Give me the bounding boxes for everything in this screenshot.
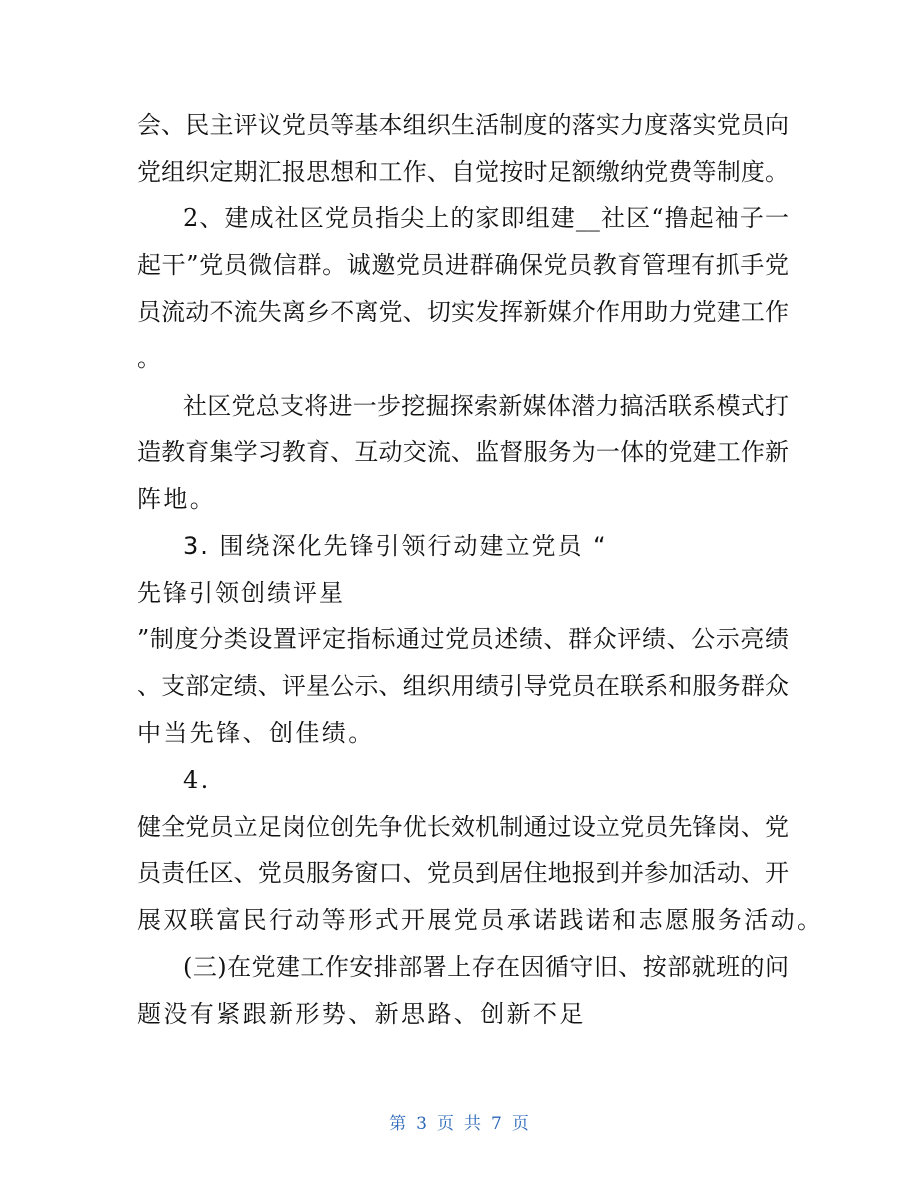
footer-total-prefix: 共 [464,1114,483,1134]
text-line: 、支部定绩、评星公示、组织用绩引导党员在联系和服务群众 [137,672,789,700]
footer-prefix: 第 [389,1114,409,1134]
text-line: 展双联富民行动等形式开展党员承诺践诺和志愿服务活动。 [137,906,824,934]
text-line: 4. [183,766,211,794]
footer-total-pages: 7 [491,1114,504,1134]
text-line: 中当先锋、创佳绩。 [137,719,375,747]
text-line: 会、民主评议党员等基本组织生活制度的落实力度落实党员向 [137,111,789,139]
text-line: 起干”党员微信群。诚邀党员进群确保党员教育管理有抓手党 [137,251,789,279]
text-line: 健全党员立足岗位创先争优长效机制通过设立党员先锋岗、党 [137,813,789,841]
text-line: 。 [137,344,164,372]
text-line: 题没有紧跟新形势、新思路、创新不足 [137,1000,586,1028]
text-line: 阵地。 [137,485,217,513]
page-footer [0,1112,920,1136]
text-line: 社区党总支将进一步挖掘探索新媒体潜力搞活联系模式打 [183,392,789,420]
text-line: 造教育集学习教育、互动交流、监督服务为一体的党建工作新 [137,438,789,466]
footer-page-unit: 页 [437,1114,456,1134]
text-line: 2、建成社区党员指尖上的家即组建__社区“撸起袖子一 [183,204,789,232]
text-line: 员责任区、党员服务窗口、党员到居住地报到并参加活动、开 [137,859,789,887]
footer-total-unit: 页 [511,1114,531,1134]
text-line: 先锋引领创绩评星 [137,579,345,607]
text-line: 3. 围绕深化先锋引领行动建立党员 “ [183,532,608,560]
text-line: (三)在党建工作安排部署上存在因循守旧、按部就班的问 [183,953,789,981]
text-line: 党组织定期汇报思想和工作、自觉按时足额缴纳党费等制度。 [137,158,789,186]
footer-current-page: 3 [416,1114,429,1134]
text-line: ”制度分类设置评定指标通过党员述绩、群众评绩、公示亮绩 [137,625,789,653]
text-line: 员流动不流失离乡不离党、切实发挥新媒介作用助力党建工作 [137,298,789,326]
